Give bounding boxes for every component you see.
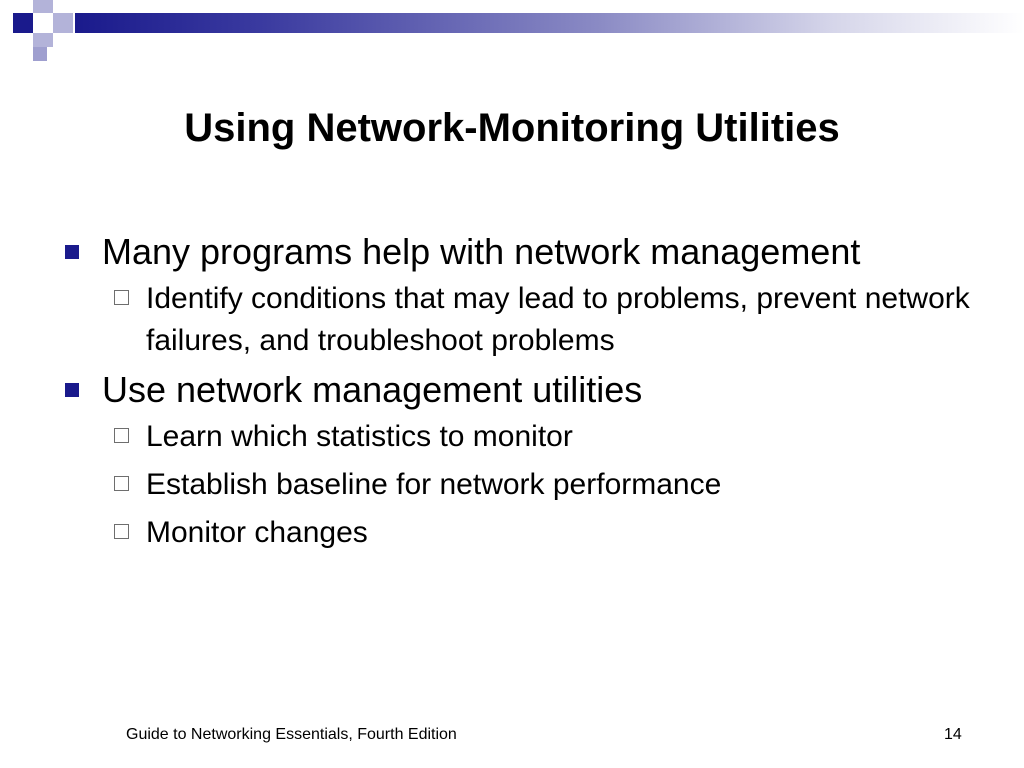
slide-title: Using Network-Monitoring Utilities [184, 106, 840, 150]
hollow-square-icon [114, 524, 129, 539]
page-number: 14 [944, 726, 962, 743]
sub-bullet-text: Monitor changes [146, 516, 368, 549]
filled-square-icon [65, 383, 79, 397]
hollow-square-icon [114, 428, 129, 443]
hollow-square-icon [114, 476, 129, 491]
sub-bullet-item [62, 278, 982, 362]
bullet-item [62, 230, 982, 274]
header-gradient-bar [75, 13, 1024, 33]
decor-square [33, 33, 53, 47]
bullet-text: Use network management utilities [102, 369, 643, 410]
sub-bullet-text: Identify conditions that may lead to problems, prevent network failures, and troubleshoot problems [146, 282, 970, 357]
sub-bullet-item [62, 416, 982, 458]
sub-bullet-text: Learn which statistics to monitor [146, 420, 573, 453]
sub-bullet-item [62, 464, 982, 506]
sub-bullet-text: Establish baseline for network performance [146, 468, 722, 501]
decor-square [13, 33, 33, 47]
bullet-text: Many programs help with network management [102, 231, 861, 272]
bullet-item [62, 368, 982, 412]
filled-square-icon [65, 245, 79, 259]
hollow-square-icon [114, 290, 129, 305]
decor-square [53, 33, 67, 47]
checker-squares-icon [13, 13, 33, 33]
bullet-list [62, 230, 982, 560]
sub-bullet-item [62, 512, 982, 554]
footer-book-title: Guide to Networking Essentials, Fourth Edition [126, 726, 457, 743]
decor-square [33, 0, 53, 13]
decor-square [53, 13, 73, 33]
decor-square [33, 47, 47, 61]
